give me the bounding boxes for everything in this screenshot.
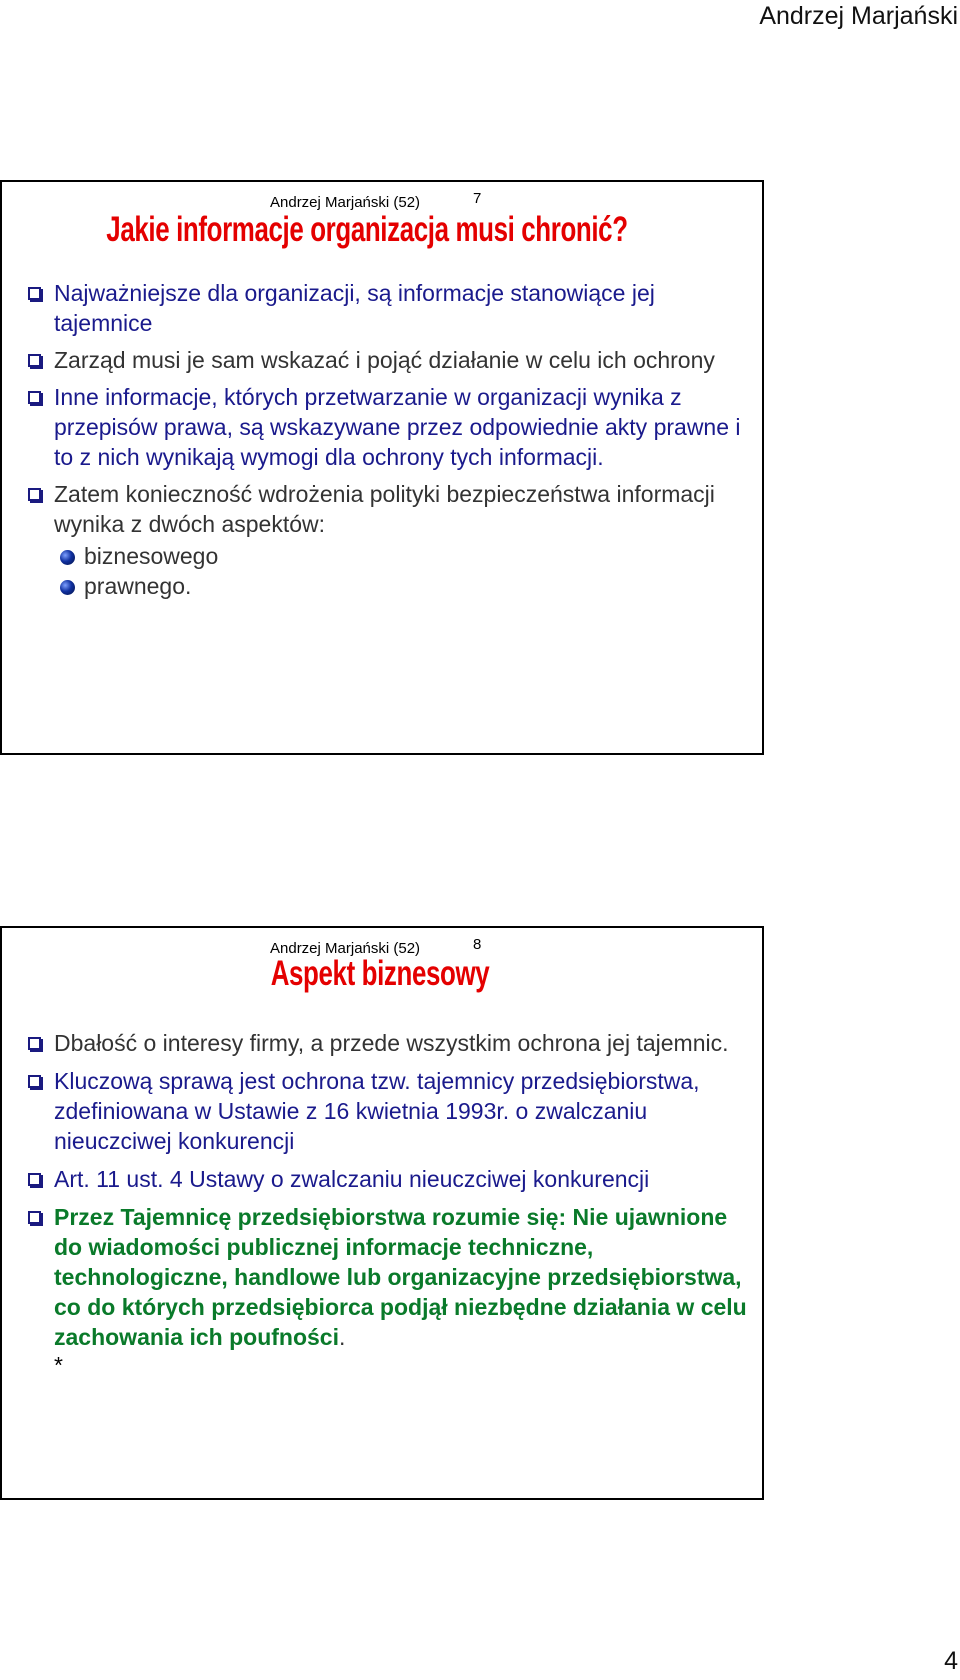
slide-number: 8 — [473, 936, 482, 953]
checkbox-bullet-icon — [28, 354, 41, 367]
page-number: 4 — [944, 1647, 958, 1675]
checkbox-bullet-icon — [28, 488, 41, 501]
bullet-text: Zarząd musi je sam wskazać i pojąć działanie w celu ich ochrony — [54, 347, 715, 373]
checkbox-bullet-icon — [28, 287, 41, 300]
bullet-list — [26, 278, 750, 601]
bullet-item — [26, 1028, 750, 1058]
definition-period: . — [338, 1324, 346, 1350]
slide-number: 7 — [473, 190, 482, 207]
bullet-item — [26, 1066, 750, 1156]
sub-bullet-item — [26, 571, 750, 601]
slide-8 — [0, 926, 764, 1500]
checkbox-bullet-icon — [28, 391, 41, 404]
footnote-mark: * — [54, 1352, 63, 1378]
slide-title: Jakie informacje organizacja musi chronić? — [106, 210, 628, 249]
bullet-text: Kluczową sprawą jest ochrona tzw. tajemnicy przedsiębiorstwa, zdefiniowana w Ustawie z 16 kwietnia 1993r. o zwalczaniu nieuczciwej konkurencji — [54, 1068, 700, 1154]
definition-text: Przez Tajemnicę przedsiębiorstwa rozumie się: Nie ujawnione do wiadomości publicznej informacje techniczne, technologiczne, handlowe lub organizacyjne przedsiębiorstwa, co do których przedsiębiorca podjął niezbędne działania w celu zachowania ich poufności — [54, 1204, 747, 1350]
bullet-item — [26, 479, 750, 539]
checkbox-bullet-icon — [28, 1173, 41, 1186]
sub-bullet-text: prawnego. — [84, 573, 192, 599]
sphere-bullet-icon — [60, 580, 75, 595]
bullet-item — [26, 345, 750, 375]
checkbox-bullet-icon — [28, 1075, 41, 1088]
slide-header — [2, 936, 762, 956]
checkbox-bullet-icon — [28, 1037, 41, 1050]
bullet-text: Dbałość o interesy firmy, a przede wszystkim ochrona jej tajemnic. — [54, 1030, 729, 1056]
slide-author: Andrzej Marjański (52) — [270, 194, 421, 211]
slide-header — [2, 190, 762, 210]
slide-author: Andrzej Marjański (52) — [270, 940, 421, 957]
bullet-text: Zatem konieczność wdrożenia polityki bezpieczeństwa informacji wynika z dwóch aspektów: — [54, 481, 715, 537]
bullet-text: Art. 11 ust. 4 Ustawy o zwalczaniu nieuczciwej konkurencji — [54, 1166, 650, 1192]
sub-bullet-item — [26, 541, 750, 571]
bullet-item — [26, 382, 750, 472]
slide-title: Aspekt biznesowy — [270, 954, 490, 993]
sub-bullet-text: biznesowego — [84, 543, 219, 569]
bullet-list — [26, 1028, 750, 1378]
checkbox-bullet-icon — [28, 1211, 41, 1224]
bullet-item — [26, 1164, 750, 1194]
bullet-text: Inne informacje, których przetwarzanie w organizacji wynika z przepisów prawa, są wskazywane przez odpowiednie akty prawne i to z nich wynikają wymogi dla ochrony tych informacji. — [54, 384, 741, 470]
bullet-item — [26, 1202, 750, 1352]
page-header-author: Andrzej Marjański — [759, 2, 958, 30]
slide-7 — [0, 180, 764, 755]
bullet-item — [26, 278, 750, 338]
bullet-text: Najważniejsze dla organizacji, są informacje stanowiące jej tajemnice — [54, 280, 655, 336]
sphere-bullet-icon — [60, 550, 75, 565]
